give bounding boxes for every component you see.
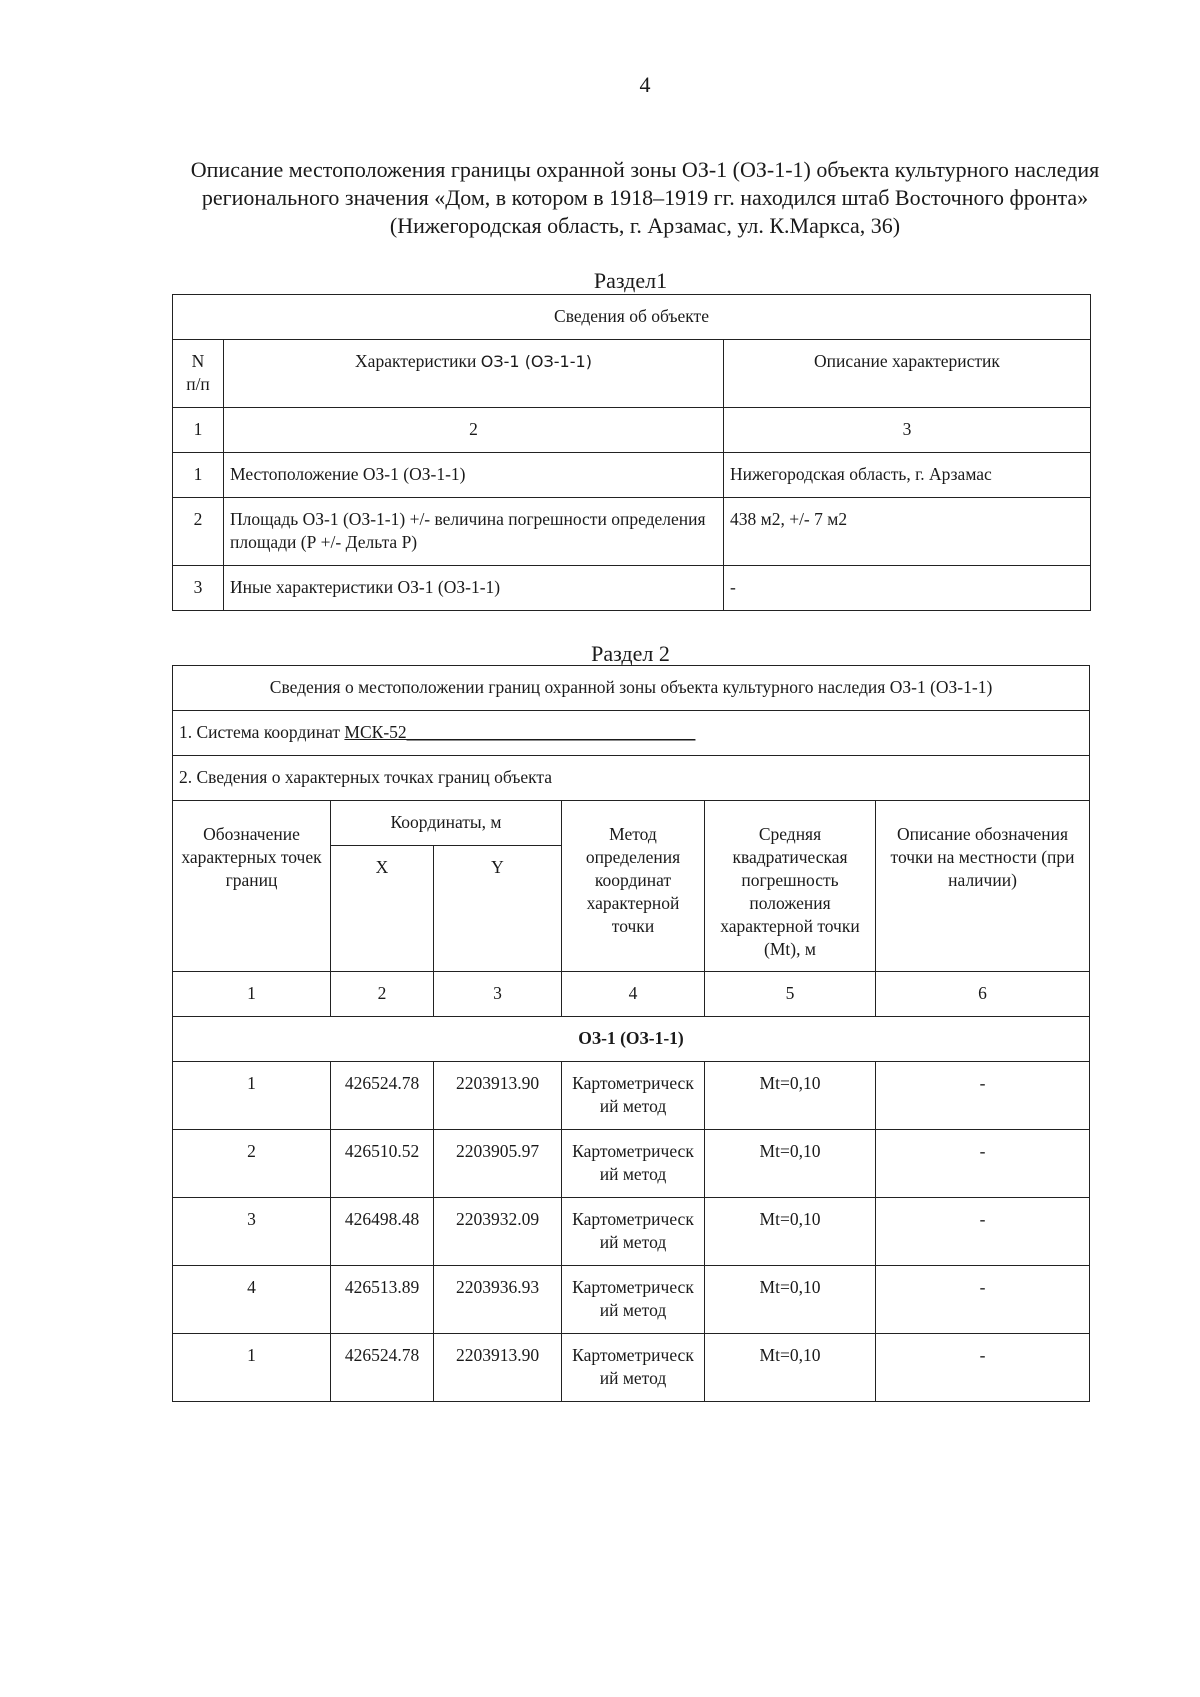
table-row — [173, 453, 1091, 498]
row-num: 1 — [173, 453, 224, 498]
point-x: 426513.89 — [331, 1266, 434, 1334]
header-num — [173, 340, 224, 408]
point-x: 426510.52 — [331, 1130, 434, 1198]
page-number: 4 — [639, 72, 651, 97]
header-y: Y — [434, 846, 562, 972]
object-info-table — [172, 294, 1091, 611]
coord-system-label: 1. Система координат — [179, 722, 345, 742]
header-description: Описание характеристик — [724, 340, 1091, 408]
row-num: 2 — [173, 498, 224, 566]
col-number-cell: 1 — [173, 972, 331, 1017]
point-x: 426524.78 — [331, 1334, 434, 1402]
row-characteristic: Площадь ОЗ-1 (ОЗ-1-1) +/- величина погрешности определения площади (Р +/- Дельта Р) — [224, 498, 724, 566]
table-row — [173, 566, 1091, 611]
row-value: Нижегородская область, г. Арзамас — [724, 453, 1091, 498]
header-characteristics-code: ОЗ-1 (ОЗ-1-1) — [480, 352, 592, 371]
table-row — [173, 1062, 1090, 1130]
col-number-cell: 3 — [434, 972, 562, 1017]
table-row — [173, 1266, 1090, 1334]
col-number-cell: 5 — [705, 972, 876, 1017]
col-number-cell: 6 — [876, 972, 1090, 1017]
point-method: Картометрический метод — [562, 1130, 705, 1198]
point-error: Mt=0,10 — [705, 1198, 876, 1266]
point-method: Картометрический метод — [562, 1266, 705, 1334]
header-point-designation: Обозначение характерных точек границ — [173, 801, 331, 972]
header-point-description: Описание обозначения точки на местности (при наличии) — [876, 801, 1090, 972]
col-number-cell: 2 — [224, 408, 724, 453]
point-y: 2203905.97 — [434, 1130, 562, 1198]
row-characteristic: Иные характеристики ОЗ-1 (ОЗ-1-1) — [224, 566, 724, 611]
point-y: 2203936.93 — [434, 1266, 562, 1334]
point-y: 2203913.90 — [434, 1062, 562, 1130]
object-info-caption: Сведения об объекте — [173, 295, 1091, 340]
table-row — [173, 1198, 1090, 1266]
coord-system-value: МСК-52_________________________________ — [344, 722, 696, 742]
point-error: Mt=0,10 — [705, 1334, 876, 1402]
col-number-cell: 4 — [562, 972, 705, 1017]
point-description: - — [876, 1334, 1090, 1402]
zone-label: ОЗ-1 (ОЗ-1-1) — [173, 1017, 1090, 1062]
header-num-line1: N — [191, 351, 205, 371]
point-method: Картометрический метод — [562, 1334, 705, 1402]
row-value: - — [724, 566, 1091, 611]
point-id: 1 — [173, 1062, 331, 1130]
table-row — [173, 1334, 1090, 1402]
point-description: - — [876, 1198, 1090, 1266]
point-id: 3 — [173, 1198, 331, 1266]
boundary-caption: Сведения о местоположении границ охранной зоны объекта культурного наследия ОЗ-1 (ОЗ-1-1) — [173, 666, 1090, 711]
document-title: Описание местоположения границы охранной зоны ОЗ-1 (ОЗ-1-1) объекта культурного наследия регионального значения «Дом, в котором в 1918–1919 гг. находился штаб Восточного фронта» (Нижегородская область, г. Арзамас, ул. К.Маркса, 36) — [190, 157, 1100, 238]
row-num: 3 — [173, 566, 224, 611]
row-value: 438 м2, +/- 7 м2 — [724, 498, 1091, 566]
coord-system-row — [173, 711, 1090, 756]
header-error: Средняя квадратическая погрешность положения характерной точки (Mt), м — [705, 801, 876, 972]
point-id: 4 — [173, 1266, 331, 1334]
section2-heading: Раздел 2 — [591, 641, 670, 666]
point-method: Картометрический метод — [562, 1198, 705, 1266]
point-description: - — [876, 1062, 1090, 1130]
point-id: 1 — [173, 1334, 331, 1402]
col-number-cell: 2 — [331, 972, 434, 1017]
table-row — [173, 498, 1091, 566]
point-y: 2203913.90 — [434, 1334, 562, 1402]
boundary-points-table — [172, 665, 1090, 1402]
point-error: Mt=0,10 — [705, 1062, 876, 1130]
col-number-cell: 3 — [724, 408, 1091, 453]
header-x: X — [331, 846, 434, 972]
point-method: Картометрический метод — [562, 1062, 705, 1130]
header-characteristics — [224, 340, 724, 408]
point-description: - — [876, 1130, 1090, 1198]
point-x: 426498.48 — [331, 1198, 434, 1266]
row-characteristic: Местоположение ОЗ-1 (ОЗ-1-1) — [224, 453, 724, 498]
section1-heading: Раздел1 — [593, 268, 668, 293]
point-y: 2203932.09 — [434, 1198, 562, 1266]
header-method: Метод определения координат характерной точки — [562, 801, 705, 972]
header-num-line2: п/п — [186, 374, 210, 394]
point-x: 426524.78 — [331, 1062, 434, 1130]
col-number-cell: 1 — [173, 408, 224, 453]
point-error: Mt=0,10 — [705, 1266, 876, 1334]
point-error: Mt=0,10 — [705, 1130, 876, 1198]
header-coordinates: Координаты, м — [331, 801, 562, 846]
header-characteristics-prefix: Характеристики — [355, 351, 481, 371]
points-caption: 2. Сведения о характерных точках границ объекта — [173, 756, 1090, 801]
point-description: - — [876, 1266, 1090, 1334]
table-row — [173, 1130, 1090, 1198]
point-id: 2 — [173, 1130, 331, 1198]
